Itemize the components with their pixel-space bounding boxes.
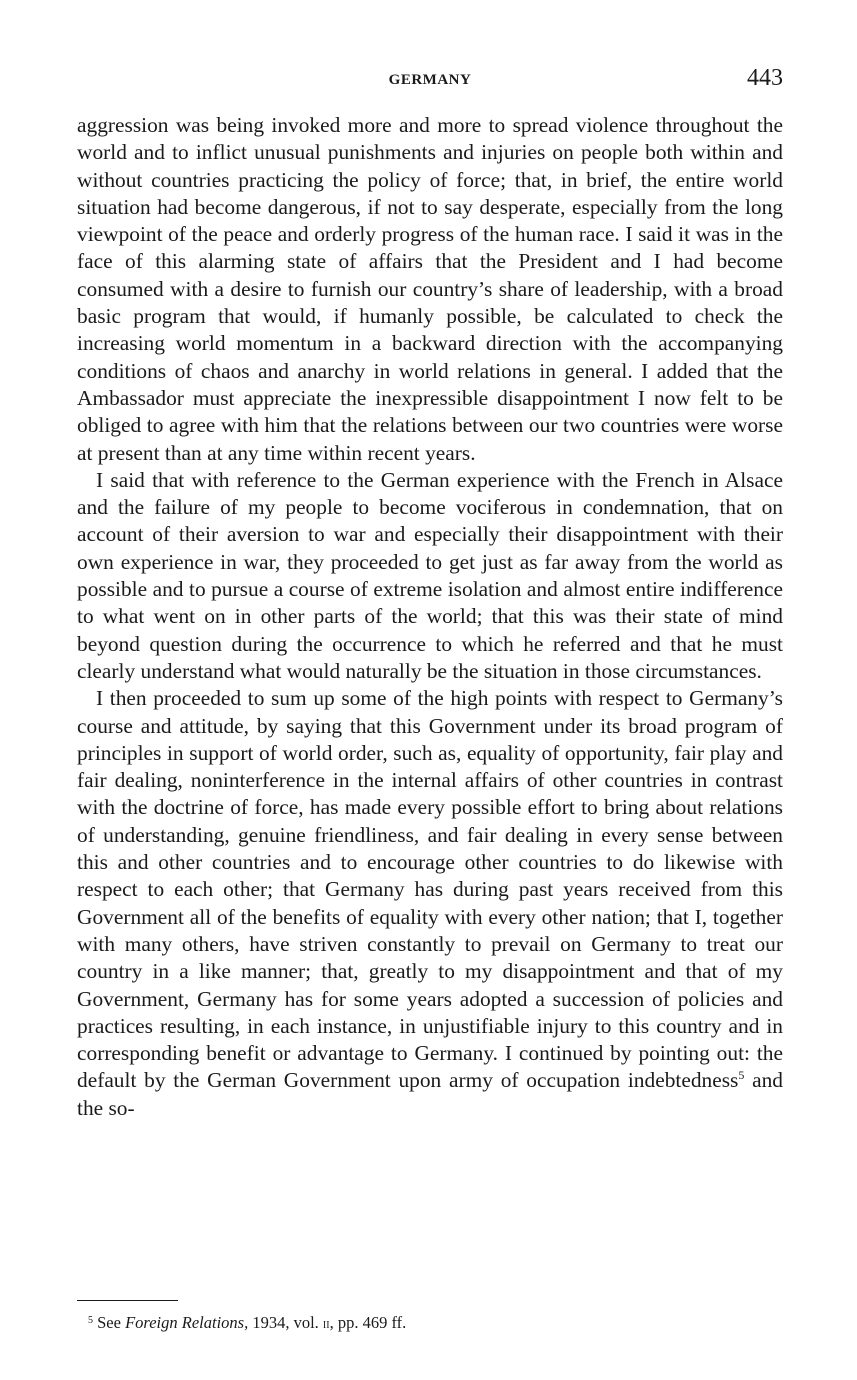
paragraph-3-text: I then proceeded to sum up some of the high points with respect to Germany’s course and attitude, by saying that this Government under its broad program of principles in support of world order, such as, equality of opportunity, fair play and fair dealing, noninterference in the internal affairs of other countries in contrast with the doctrine of force, has made every possible effort to bring about relations of understanding, genuine friendliness, and fair dealing in every sense between this and other countries and to encourage other countries to do likewise with respect to each other; that Germany has during past years received from this Government all of the benefits of equality with every other nation; that I, together with many others, have striven constantly to prevail on Germany to treat our country in a like manner; that, greatly to my disappointment and that of my Government, Germany has for some years adopted a succession of policies and practices resulting, in each instance, in unjustifiable injury to this country and in corresponding benefit or advantage to Germany. I continued by pointing out: the default by the German Government upon army of occupation indebtedness [77,686,783,1093]
paragraph-3 [77,685,783,1122]
running-title: GERMANY [388,72,472,88]
footnote-work-title: Foreign Relations, [125,1313,249,1332]
footnote-volume: ii [322,1317,330,1332]
paragraph-3-tail: and the so- [77,1068,783,1120]
page-number: 443 [747,65,783,91]
footnote-year: 1934, vol. [248,1313,323,1332]
paragraph-1: aggression was being invoked more and more to spread violence throughout the world and to inflict unusual punishments and injuries on people both within and without countries practicing the policy of force; that, in brief, the entire world situation had become dangerous, if not to say desperate, especially from the long viewpoint of the peace and orderly progress of the human race. I said it was in the face of this alarming state of affairs that the President and I had become consumed with a desire to furnish our country’s share of leadership, with a broad basic program that would, if humanly possible, be calculated to check the increasing world momentum in a backward direction with the accompanying conditions of chaos and anarchy in world relations in general. I added that the Ambassador must appreciate the inexpressible disappointment I now felt to be obliged to agree with him that the relations between our two countries were worse at present than at any time within recent years. [77,113,783,465]
footnote-rule [77,1300,178,1301]
footnote-marker: 5 [88,1315,93,1326]
footnote-lead: See [93,1313,126,1332]
running-head [77,62,783,98]
footnote [88,1312,406,1336]
footnote-pages: , pp. 469 ff. [329,1313,407,1332]
paragraph-2: I said that with reference to the German experience with the French in Alsace and the failure of my people to become vociferous in condemnation, that on account of their aversion to war and especially their disappointment with their own experience in war, they proceeded to get just as far away from the world as possible and to pursue a course of extreme isolation and almost entire indifference to what went on in other parts of the world; that this was their state of mind beyond question during the occurrence to which he referred and that he must clearly understand what would naturally be the situation in those circumstances. [77,467,783,683]
footnote-reference: 5 [738,1068,745,1083]
body-text [77,112,783,1122]
